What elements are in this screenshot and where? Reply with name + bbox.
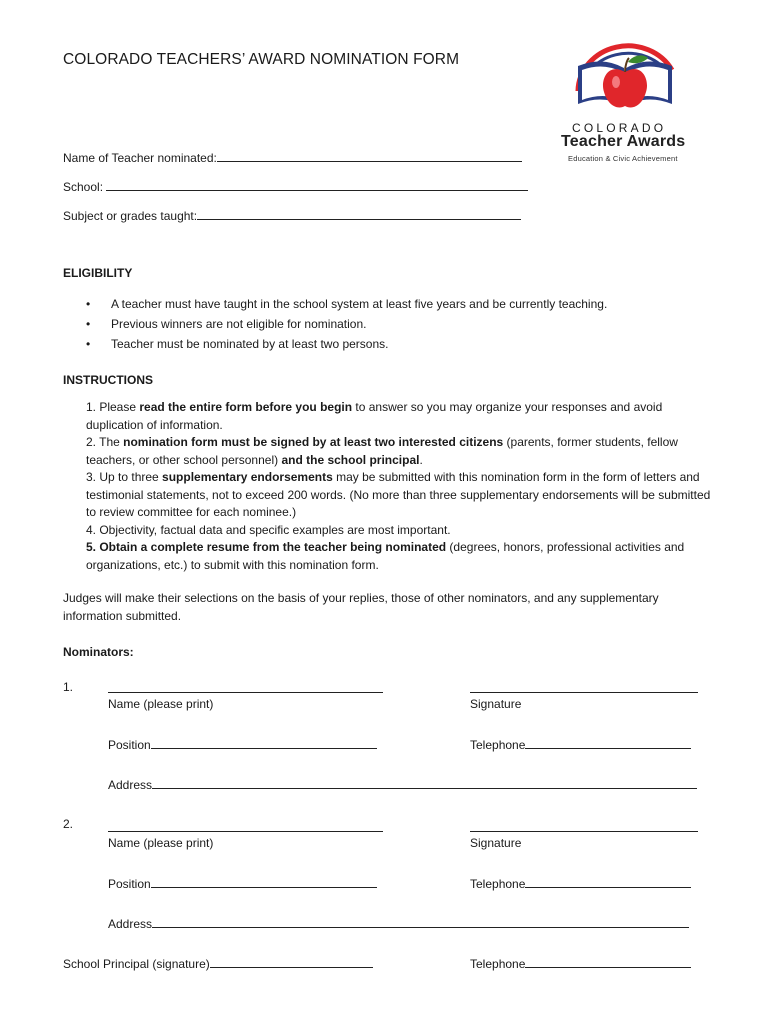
school-line[interactable] (106, 179, 528, 191)
nominator-1-name-label: Name (please print) (108, 697, 214, 711)
judges-paragraph: Judges will make their selections on the basis of your replies, those of other nominators, and any supplementary information submitted. (63, 591, 659, 623)
address-line[interactable] (152, 916, 689, 928)
instruction-5: 5. Obtain a complete resume from the teacher being nominated (degrees, honors, professional activities and organizations, etc.) to submit with this nomination form. (86, 540, 685, 572)
nominator-2-signature-label: Signature (470, 836, 522, 850)
position-label: Position (108, 877, 151, 891)
teacher-name-field[interactable] (63, 150, 522, 166)
instruction-1: 1. Please read the entire form before you begin to answer so you may organize your responses and avoid duplication of information. (86, 400, 663, 432)
nominator-2-telephone-field[interactable] (470, 876, 691, 891)
logo-text-colorado: COLORADO (572, 121, 667, 135)
nominator-2-signature-line[interactable] (470, 817, 698, 832)
position-label: Position (108, 738, 151, 752)
nominator-1-telephone-field[interactable] (470, 737, 691, 752)
logo-text-teacher-awards: Teacher Awards (561, 133, 686, 150)
telephone-label: Telephone (470, 877, 526, 891)
nominator-1-address-field[interactable] (108, 777, 697, 792)
principal-label: School Principal (signature) (63, 957, 210, 971)
nominator-1-signature-line[interactable] (470, 678, 698, 693)
address-label: Address (108, 778, 153, 792)
subject-field[interactable] (63, 208, 521, 224)
eligibility-heading: ELIGIBILITY (63, 266, 133, 280)
telephone-label: Telephone (470, 957, 526, 971)
subject-label: Subject or grades taught: (63, 209, 198, 223)
principal-telephone-field[interactable] (470, 956, 691, 971)
principal-signature-line[interactable] (210, 956, 373, 968)
nominator-2-name-line[interactable] (108, 817, 383, 832)
nominator-1-name-line[interactable] (108, 678, 383, 693)
list-item: • Previous winners are not eligible for nomination. (86, 316, 607, 336)
nominator-2-position-field[interactable] (108, 876, 377, 891)
teacher-name-label: Name of Teacher nominated: (63, 151, 217, 165)
address-label: Address (108, 917, 153, 931)
teacher-name-line[interactable] (217, 150, 522, 162)
address-line[interactable] (152, 777, 697, 789)
nominator-2-address-field[interactable] (108, 916, 689, 931)
nominator-2-name-label: Name (please print) (108, 836, 214, 850)
nominator-number: 1. (63, 680, 74, 694)
page-title: COLORADO TEACHERS’ AWARD NOMINATION FORM (63, 51, 460, 68)
nominator-1-position-field[interactable] (108, 737, 377, 752)
nominators-heading: Nominators: (63, 645, 134, 659)
position-line[interactable] (151, 876, 377, 888)
list-item: • Teacher must be nominated by at least two persons. (86, 336, 607, 356)
telephone-label: Telephone (470, 738, 526, 752)
colorado-teacher-awards-logo-icon (558, 36, 693, 120)
school-label: School: (63, 180, 104, 194)
instruction-4: 4. Objectivity, factual data and specific examples are most important. (86, 522, 451, 537)
nominator-number: 2. (63, 817, 74, 831)
telephone-line[interactable] (525, 956, 691, 968)
telephone-line[interactable] (525, 876, 691, 888)
instruction-3: 3. Up to three supplementary endorsements may be submitted with this nomination form in the form of letters and testimonial statements, not to exceed 200 words. (No more than three supplementary endorsements will be submitted to review committee for each nominee.) (86, 470, 711, 519)
eligibility-list (86, 296, 607, 356)
school-field[interactable] (63, 179, 528, 195)
logo-text-tagline: Education & Civic Achievement (568, 154, 678, 163)
position-line[interactable] (151, 737, 377, 749)
instruction-2: 2. The nomination form must be signed by at least two interested citizens (parents, former students, fellow teachers, or other school personnel) and the school principal. (86, 435, 678, 467)
instructions-body (86, 399, 716, 574)
list-item: • A teacher must have taught in the school system at least five years and be currently teaching. (86, 296, 607, 316)
principal-signature-field[interactable] (63, 956, 373, 971)
telephone-line[interactable] (525, 737, 691, 749)
instructions-heading: INSTRUCTIONS (63, 373, 153, 387)
subject-line[interactable] (197, 208, 521, 220)
nominator-1-signature-label: Signature (470, 697, 522, 711)
